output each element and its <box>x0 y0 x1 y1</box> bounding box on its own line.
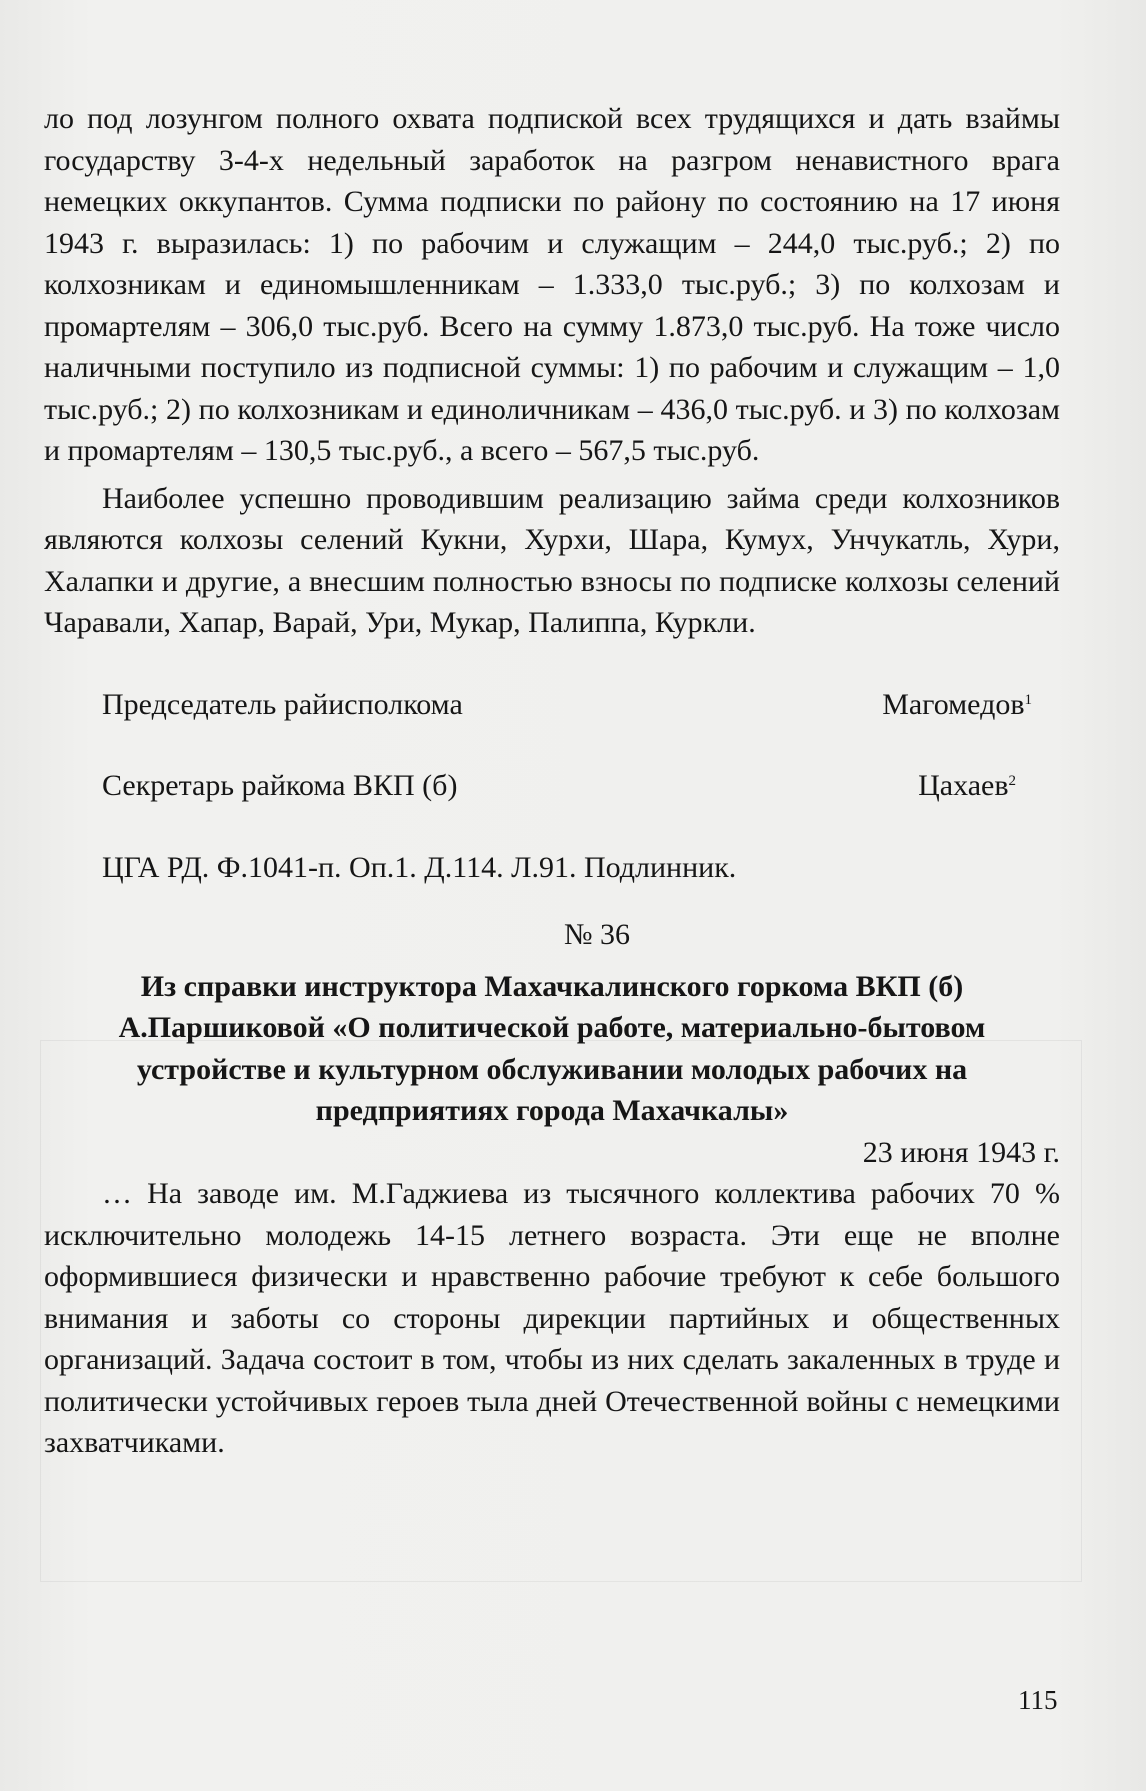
archive-source: ЦГА РД. Ф.1041-п. Оп.1. Д.114. Л.91. Подлинник. <box>102 850 737 884</box>
secretary-footnote-ref: 2 <box>1008 773 1016 789</box>
chairman-name-wrap <box>882 684 1032 726</box>
document-date: 23 июня 1943 г. <box>862 1135 1060 1169</box>
document-number: № 36 <box>563 918 631 951</box>
chairman-name: Магомедов <box>882 687 1025 721</box>
signature-secretary <box>44 765 1060 807</box>
page-content <box>44 98 1060 1464</box>
secretary-name: Цахаев <box>918 769 1009 802</box>
paragraph-factory-youth: … На заводе им. М.Гаджиева из тысячного коллектива рабочих 70 % исключительно молодежь 14-15 летнего возраста. Эти еще не вполне оформившиеся физически и нравственно рабочие требуют к себе большого внимания и заботы со стороны дирекции партийных и общественных организаций. Задача состоит в том, чтобы из них сделать закаленных в труде и политически устойчивых героев тыла дней Отечественной войны с немецкими захватчиками. <box>44 1177 1060 1459</box>
chairman-footnote-ref: 1 <box>1024 691 1032 708</box>
chairman-title: Председатель райисполкома <box>102 687 463 721</box>
paragraph-successful-kolkhozes: Наиболее успешно проводившим реализацию займа среди колхозников являются колхозы селений Кукни, Хурхи, Шара, Кумух, Унчукатль, Хури, Халапки и другие, а внесшим полностью взносы по подписке колхозы селений Чаравали, Хапар, Варай, Ури, Мукар, Палиппа, Куркли. <box>44 481 1060 639</box>
paragraph-subscription-totals: ло под лозунгом полного охвата подпиской всех трудящихся и дать взаймы государству 3-4-х недельный заработок на разгром ненавистного врага немецких оккупантов. Сумма подписки по району по состоянию на 17 июня 1943 г. выразилась: 1) по рабочим и служащим – 244,0 тыс.руб.; 2) по колхозникам и единомышленникам – 1.333,0 тыс.руб.; 3) по колхозам и промартелям – 306,0 тыс.руб. Всего на сумму 1.873,0 тыс.руб. На тоже число наличными поступило из подписной суммы: 1) по рабочим и служащим – 1,0 тыс.руб.; 2) по колхозникам и единоличникам – 436,0 тыс.руб. и 3) по колхозам и промартелям – 130,5 тыс.руб., а всего – 567,5 тыс.руб. <box>44 102 1060 467</box>
document-title: Из справки инструктора Махачкалинского горкома ВКП (б) А.Паршиковой «О политической работе, материально-бытовом устройстве и культурном обслуживании молодых рабочих на предприятиях города Махачкалы» <box>118 969 986 1127</box>
signature-chairman <box>44 684 1060 726</box>
secretary-name-wrap <box>918 765 1016 807</box>
secretary-title: Секретарь райкома ВКП (б) <box>102 769 458 802</box>
page-number: 115 <box>1018 1685 1058 1715</box>
